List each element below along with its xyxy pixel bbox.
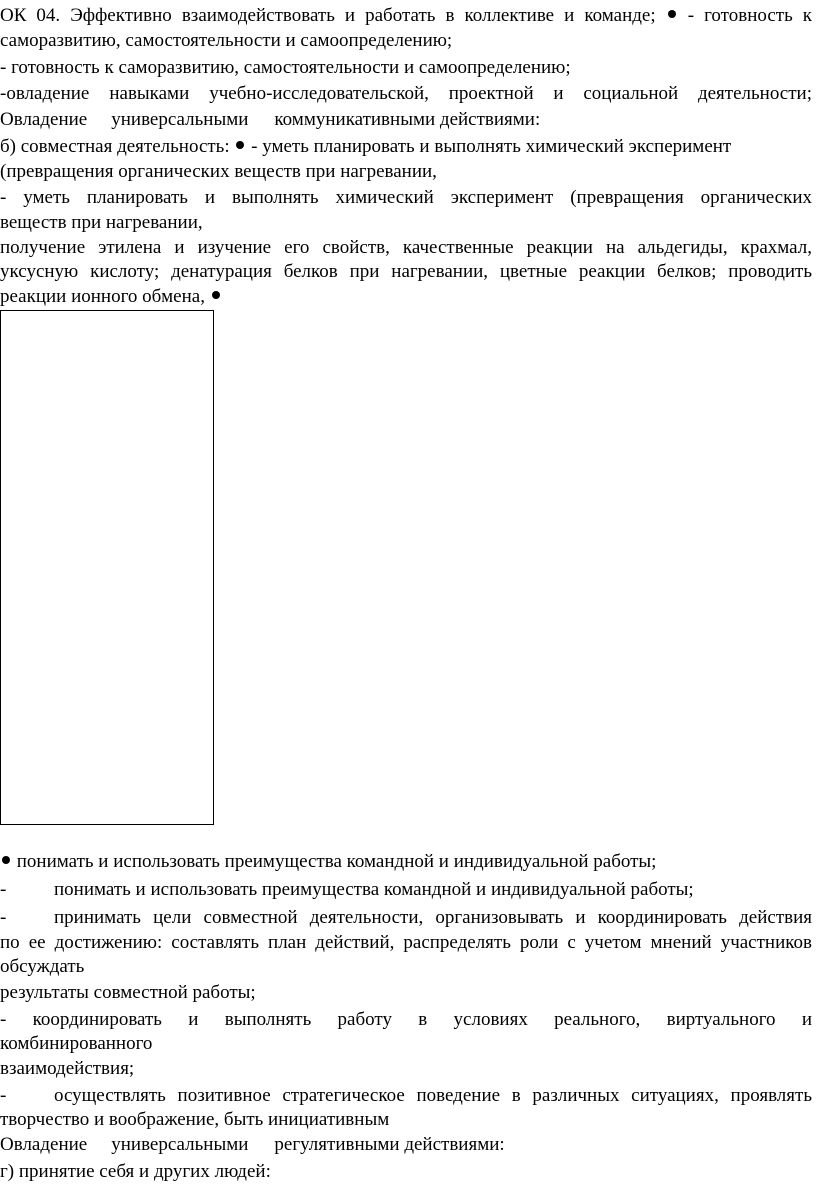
text-line: - готовность к саморазвитию, самостоятельности и самоопределению;: [0, 57, 571, 78]
text-span: реакции ионного обмена,: [0, 286, 205, 307]
text-line: г) принятие себя и других людей:: [0, 1161, 271, 1182]
text-line: [0, 906, 812, 930]
text-span: осуществлять позитивное стратегическое поведение в различных ситуациях, проявлять: [54, 1085, 812, 1106]
text-span: универсальными: [111, 109, 249, 130]
dash-marker: -: [0, 1009, 7, 1030]
bullet-icon: [212, 291, 220, 299]
text-line: [0, 82, 812, 106]
text-span: регулятивными действиями:: [274, 1134, 505, 1155]
text-span: учебно-исследовательской, проектной и социальной деятельности;: [209, 83, 812, 104]
text-span: Овладение: [0, 109, 88, 130]
dash-marker: -: [0, 1085, 7, 1106]
text-span: Овладение: [0, 1134, 88, 1155]
text-line: творчество и воображение, быть инициативным: [0, 1109, 390, 1130]
text-line: (превращения органических веществ при нагревании,: [0, 161, 437, 182]
bullet-icon: [668, 10, 676, 18]
text-line: саморазвитию, самостоятельности и самоопределению;: [0, 30, 453, 51]
text-line: по ее достижению: составлять план действий, распределять роли с учетом мнений участников: [0, 932, 812, 953]
text-line: [0, 878, 694, 902]
text-line: обсуждать: [0, 956, 85, 977]
text-line: веществ при нагревании,: [0, 212, 203, 233]
text-line: [0, 850, 656, 874]
bullet-icon: [2, 856, 10, 864]
text-line: [0, 108, 540, 132]
bullet-icon: [236, 141, 244, 149]
text-span: - уметь планировать и выполнять химический эксперимент: [251, 136, 732, 157]
empty-image-frame: [0, 310, 214, 825]
text-span: коммуникативными действиями:: [274, 109, 541, 130]
dash-marker: -: [0, 879, 7, 900]
text-line: [0, 1084, 812, 1108]
text-span: понимать и использовать преимущества командной и индивидуальной работы;: [16, 851, 657, 872]
text-span: принимать цели совместной деятельности, организовывать и координировать действия: [54, 907, 812, 928]
text-line: взаимодействия;: [0, 1058, 135, 1079]
text-span: ОК 04. Эффективно взаимодействовать и работать в коллективе и команде;: [0, 5, 656, 26]
text-span: - готовность к: [687, 5, 813, 26]
text-line: - уметь планировать и выполнять химический эксперимент (превращения органических: [0, 187, 812, 208]
text-line: комбинированного: [0, 1033, 153, 1054]
dash-marker: -: [0, 907, 7, 928]
text-span: -овладение: [0, 83, 90, 104]
text-line: [0, 1008, 812, 1032]
text-line: [0, 4, 812, 28]
text-line: уксусную кислоту; денатурация белков при нагревании, цветные реакции белков; проводить: [0, 261, 812, 282]
text-span: навыками: [109, 83, 190, 104]
text-span: понимать и использовать преимущества командной и индивидуальной работы;: [54, 879, 694, 900]
text-line: [0, 285, 222, 309]
text-span: б) совместная деятельность:: [0, 136, 230, 157]
text-line: [0, 1133, 505, 1157]
text-span: координировать и выполнять работу в условиях реального, виртуального и: [32, 1009, 813, 1030]
text-line: результаты совместной работы;: [0, 982, 256, 1003]
text-line: [0, 135, 731, 159]
text-line: получение этилена и изучение его свойств, качественные реакции на альдегиды, крахмал,: [0, 237, 812, 258]
text-span: универсальными: [111, 1134, 249, 1155]
